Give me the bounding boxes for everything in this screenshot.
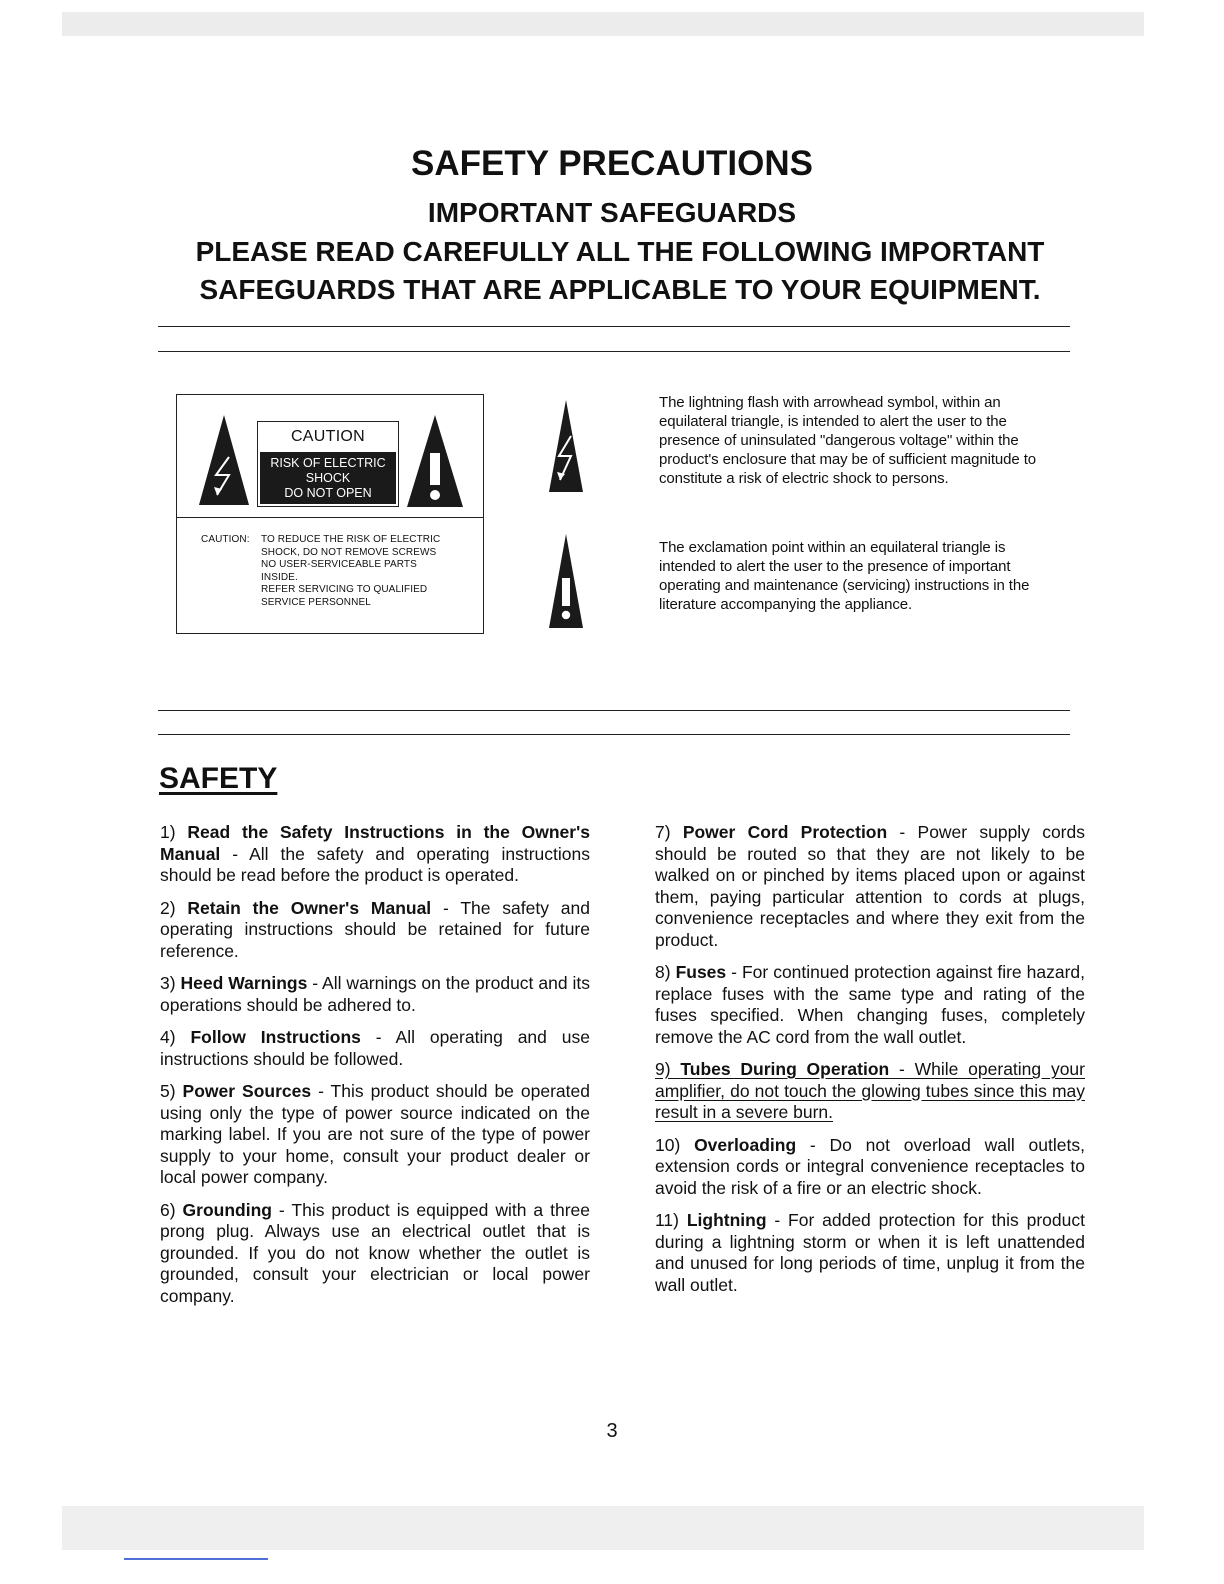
caution-note-line: TO REDUCE THE RISK OF ELECTRIC (261, 534, 441, 545)
caution-label-line: SHOCK (305, 471, 351, 485)
caution-label-warning (260, 452, 396, 504)
instruction-line-1: PLEASE READ CAREFULLY ALL THE FOLLOWING IMPORTANT (195, 236, 1045, 267)
lightning-symbol-icon (549, 400, 583, 492)
safety-item: 8) Fuses - For continued protection against fire hazard, replace fuses with the same type and rating of the fuses specified. When changing fuses, completely remove the AC cord from the wall outlet. (655, 962, 1085, 1047)
caution-note-body (261, 534, 481, 610)
safety-item: 4) Follow Instructions - All operating and use instructions should be followed. (160, 1027, 590, 1069)
safety-item: 3) Heed Warnings - All warnings on the product and its operations should be adhered to. (160, 973, 590, 1015)
instruction-heading (120, 233, 1120, 309)
scan-edge-line (124, 1558, 268, 1560)
caution-note-prefix: CAUTION: (201, 534, 250, 545)
caution-label-box (176, 394, 484, 634)
caution-note-line: REFER SERVICING TO QUALIFIED (261, 584, 428, 596)
exclamation-triangle-icon (407, 415, 463, 507)
divider-rule (158, 351, 1070, 352)
caution-note-line: NO USER-SERVICEABLE PARTS (261, 559, 417, 571)
safety-item: 10) Overloading - Do not overload wall outlets, extension cords or integral convenience receptacles to avoid the risk of a fire or an electric shock. (655, 1134, 1085, 1198)
scan-band-bottom (62, 1506, 1144, 1550)
page-title: SAFETY PRECAUTIONS (411, 144, 813, 183)
safety-item-underlined: 9) Tubes During Operation - While operating your amplifier, do not touch the glowing tubes since this may result in a severe burn. (655, 1059, 1085, 1122)
safety-item: 5) Power Sources - This product should be operated using only the type of power source indicated on the marking label. If you are not sure of the type of power supply to your home, consult your product dealer or local power company. (160, 1081, 590, 1187)
page-subtitle: IMPORTANT SAFEGUARDS (427, 197, 797, 228)
caution-note-line: SERVICE PERSONNEL (261, 596, 371, 608)
safety-item: 1) Read the Safety Instructions in the Owner's Manual - All the safety and operating instructions should be read before the product is operated. (160, 822, 590, 885)
safety-item: 2) Retain the Owner's Manual - The safety and operating instructions should be retained for future reference. (160, 897, 590, 961)
exclamation-symbol-icon (549, 534, 583, 628)
safety-column-right (655, 822, 1085, 1307)
divider-rule (158, 326, 1070, 327)
caution-note-line: INSIDE. (261, 571, 298, 583)
caution-note (201, 534, 481, 610)
lightning-triangle-icon (199, 415, 249, 505)
divider-rule (158, 710, 1070, 711)
caution-label-title: CAUTION (290, 428, 366, 445)
safety-heading: SAFETY (159, 762, 278, 795)
divider-rule (158, 734, 1070, 735)
caution-label-line: DO NOT OPEN (284, 486, 372, 500)
instruction-line-2: SAFEGUARDS THAT ARE APPLICABLE TO YOUR EQUIPMENT. (199, 274, 1041, 305)
caution-label (257, 421, 399, 507)
caution-note-line: SHOCK, DO NOT REMOVE SCREWS (261, 546, 437, 558)
scan-band-top (62, 12, 1144, 36)
safety-item: 6) Grounding - This product is equipped with a three prong plug. Always use an electrical outlet that is grounded. If you do not know whether the outlet is grounded, consult your electrician or local power company. (160, 1199, 590, 1306)
caution-label-line: RISK OF ELECTRIC (270, 456, 386, 470)
safety-column-left (160, 822, 590, 1318)
caution-label-top (177, 395, 483, 518)
lightning-symbol-description: The lightning flash with arrowhead symbol, within an equilateral triangle, is intended to alert the user to the presence of uninsulated "dangerous voltage" within the product's enclosure that may be of sufficient magnitude to constitute a risk of electric shock to persons. (659, 394, 1037, 487)
page-number: 3 (606, 1420, 618, 1442)
exclamation-symbol-description: The exclamation point within an equilateral triangle is intended to alert the user to the presence of important operating and maintenance (servicing) instructions in the literature accompanying the appliance. (659, 539, 1030, 613)
safety-item: 7) Power Cord Protection - Power supply cords should be routed so that they are not likely to be walked on or pinched by items placed upon or against them, paying particular attention to cords at plugs, convenience receptacles and where they exit from the product. (655, 822, 1085, 950)
caution-note-row (201, 534, 481, 610)
safety-item: 11) Lightning - For added protection for this product during a lightning storm or when it is left unattended and unused for long periods of time, unplug it from the wall outlet. (655, 1210, 1085, 1295)
